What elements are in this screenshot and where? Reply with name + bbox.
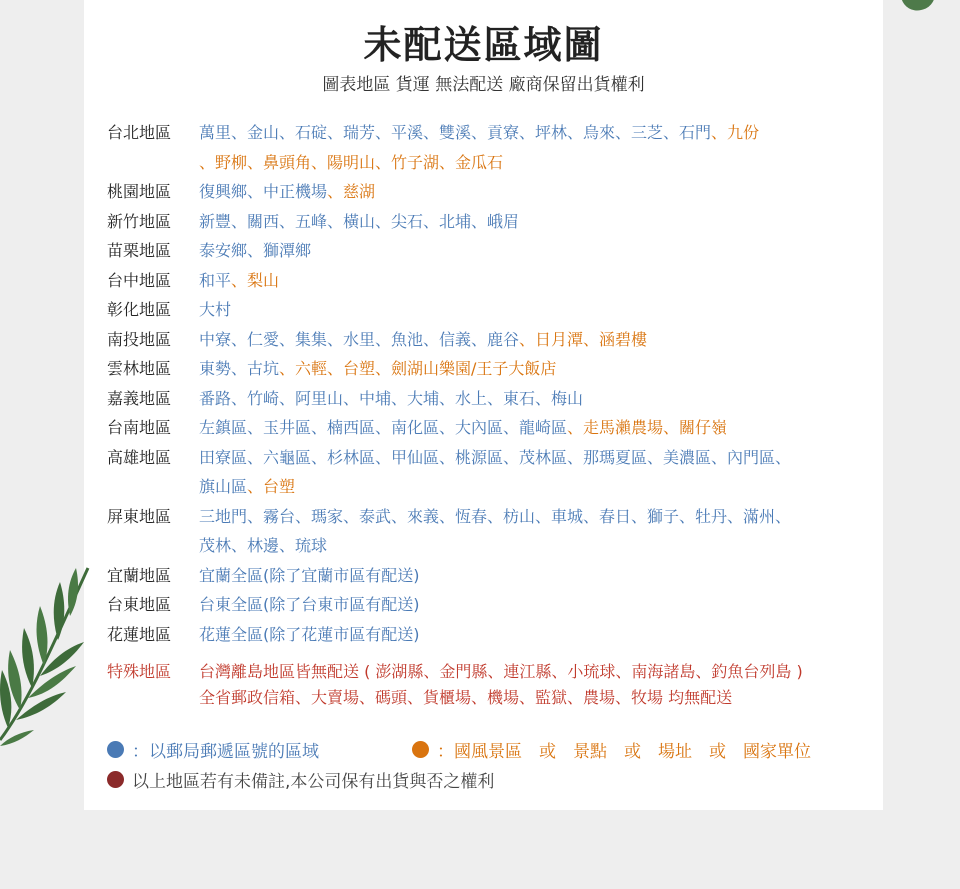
region-name: 高雄地區: [107, 447, 172, 467]
red-dot-icon: [107, 771, 124, 788]
region-row-hualien: [107, 620, 867, 650]
region-name: 花蓮地區: [107, 624, 172, 644]
area-text-blue: 田寮區、六龜區、杉林區、甲仙區、桃源區、茂林區、那瑪夏區、美濃區、內門區、: [199, 447, 792, 467]
legend-label: ：國風景區 或 景點 或 場址 或 國家單位: [437, 741, 811, 762]
region-row-taoyuan: [107, 177, 867, 207]
orange-dot-icon: [412, 741, 429, 758]
area-text-blue: 旗山區: [199, 477, 248, 496]
area-text-blue: 番路、竹崎、阿里山、中埔、大埔、水上、東石、梅山: [199, 388, 584, 408]
region-areas: [199, 443, 867, 502]
region-name: 新竹地區: [107, 211, 172, 231]
region-name: 桃園地區: [107, 182, 172, 201]
legend-item-orange: [412, 737, 811, 762]
region-areas: [199, 177, 867, 207]
area-text-blue: 三地門、霧台、瑪家、泰武、來義、恆春、枋山、車城、春日、獅子、牡丹、滿州、: [199, 506, 792, 526]
region-name: 台南地區: [107, 418, 172, 437]
region-areas: [199, 236, 867, 266]
area-text-blue: 茂林、林邊、琉球: [199, 536, 328, 555]
area-text-blue: 宜蘭全區(除了宜蘭市區有配送): [199, 565, 420, 585]
region-name: 嘉義地區: [107, 388, 172, 408]
area-text-blue: 泰安鄉、獅潭鄉: [199, 241, 312, 260]
region-areas: [199, 325, 867, 355]
region-row-yilan: [107, 561, 867, 591]
special-line: 全省郵政信箱、大賣場、碼頭、貨櫃場、機場、監獄、農場、牧場 均無配送: [199, 688, 733, 707]
area-text-orange: 、六輕、台塑、劍湖山樂園/王子大飯店: [279, 359, 557, 378]
area-text-orange: 、走馬瀨農場、關仔嶺: [567, 418, 728, 437]
area-text-blue: 中寮、仁愛、集集、水里、魚池、信義、鹿谷: [199, 329, 520, 349]
region-areas: [199, 266, 867, 296]
region-areas: [199, 384, 867, 414]
region-row-hsinchu: [107, 207, 867, 237]
region-name: 南投地區: [107, 329, 172, 349]
region-name: 雲林地區: [107, 359, 172, 378]
legend: [107, 734, 811, 794]
legend-label: ：以郵局郵遞區號的區域: [132, 741, 319, 762]
area-text-blue: 大村: [199, 300, 232, 319]
region-areas: [199, 207, 867, 237]
area-text-blue: 復興鄉、中正機場: [199, 182, 328, 201]
region-name: 宜蘭地區: [107, 565, 172, 585]
region-name: 台中地區: [107, 270, 172, 290]
region-name: 台北地區: [107, 123, 172, 142]
region-row-miaoli: [107, 236, 867, 266]
area-text-orange: 、野柳、鼻頭角、陽明山、竹子湖、金瓜石: [199, 152, 504, 172]
page-subtitle: 圖表地區 貨運 無法配送 廠商保留出貨權利: [322, 75, 645, 95]
legend-item-red: [107, 767, 494, 792]
region-areas: [199, 590, 867, 620]
region-row-taipei: [107, 118, 867, 177]
region-name: 彰化地區: [107, 300, 172, 319]
blue-dot-icon: [107, 741, 124, 758]
spacer: [107, 649, 867, 659]
legend-row: [107, 764, 811, 794]
region-list: [107, 118, 867, 711]
region-name: 苗栗地區: [107, 241, 172, 260]
region-name: 台東地區: [107, 595, 172, 614]
palm-leaf-decoration: [0, 560, 90, 750]
region-name: 屏東地區: [107, 506, 172, 526]
area-text-blue: 萬里、金山、石碇、瑞芳、平溪、雙溪、貢寮、坪林、烏來、三芝、石門: [199, 123, 712, 142]
area-text-blue: 左鎮區、玉井區、楠西區、南化區、大內區、龍崎區: [199, 418, 568, 437]
region-row-nantou: [107, 325, 867, 355]
region-areas: [199, 413, 867, 443]
region-areas: [199, 502, 867, 561]
area-text-blue: 新豐、關西、五峰、橫山、尖石、北埔、峨眉: [199, 211, 520, 231]
region-row-yunlin: [107, 354, 867, 384]
region-areas: [199, 620, 867, 650]
region-row-changhua: [107, 295, 867, 325]
region-row-special: [107, 659, 867, 711]
area-text-blue: 台東全區(除了台東市區有配送): [199, 595, 420, 614]
page-title: 未配送區域圖: [363, 23, 604, 67]
region-areas: [199, 118, 867, 177]
area-text-orange: 、台塑: [247, 477, 296, 496]
region-row-tainan: [107, 413, 867, 443]
region-row-kaohsiung: [107, 443, 867, 502]
area-text-orange: 、日月潭、涵碧樓: [519, 329, 648, 349]
legend-row: [107, 734, 811, 764]
area-text-blue: 和平: [199, 270, 232, 290]
region-row-chiayi: [107, 384, 867, 414]
region-row-taitung: [107, 590, 867, 620]
region-areas: [199, 354, 867, 384]
region-areas: [199, 659, 867, 711]
region-areas: [199, 295, 867, 325]
content-card: [84, 0, 883, 810]
region-row-pingtung: [107, 502, 867, 561]
area-text-orange: 、九份: [711, 123, 760, 142]
decorative-leaf: [902, 0, 939, 14]
area-text-orange: 、梨山: [231, 270, 280, 290]
region-areas: [199, 561, 867, 591]
legend-item-blue: [107, 737, 412, 762]
legend-label: 以上地區若有未備註,本公司保有出貨與否之權利: [132, 771, 495, 792]
area-text-blue: 花蓮全區(除了花蓮市區有配送): [199, 624, 420, 644]
area-text-orange: 、慈湖: [327, 182, 376, 201]
area-text-blue: 東勢、古坑: [199, 359, 280, 378]
region-row-taichung: [107, 266, 867, 296]
region-name: 特殊地區: [107, 662, 172, 681]
special-line: 台灣離島地區皆無配送 ( 澎湖縣、金門縣、連江縣、小琉球、南海諸島、釣魚台列島 ): [199, 662, 803, 681]
